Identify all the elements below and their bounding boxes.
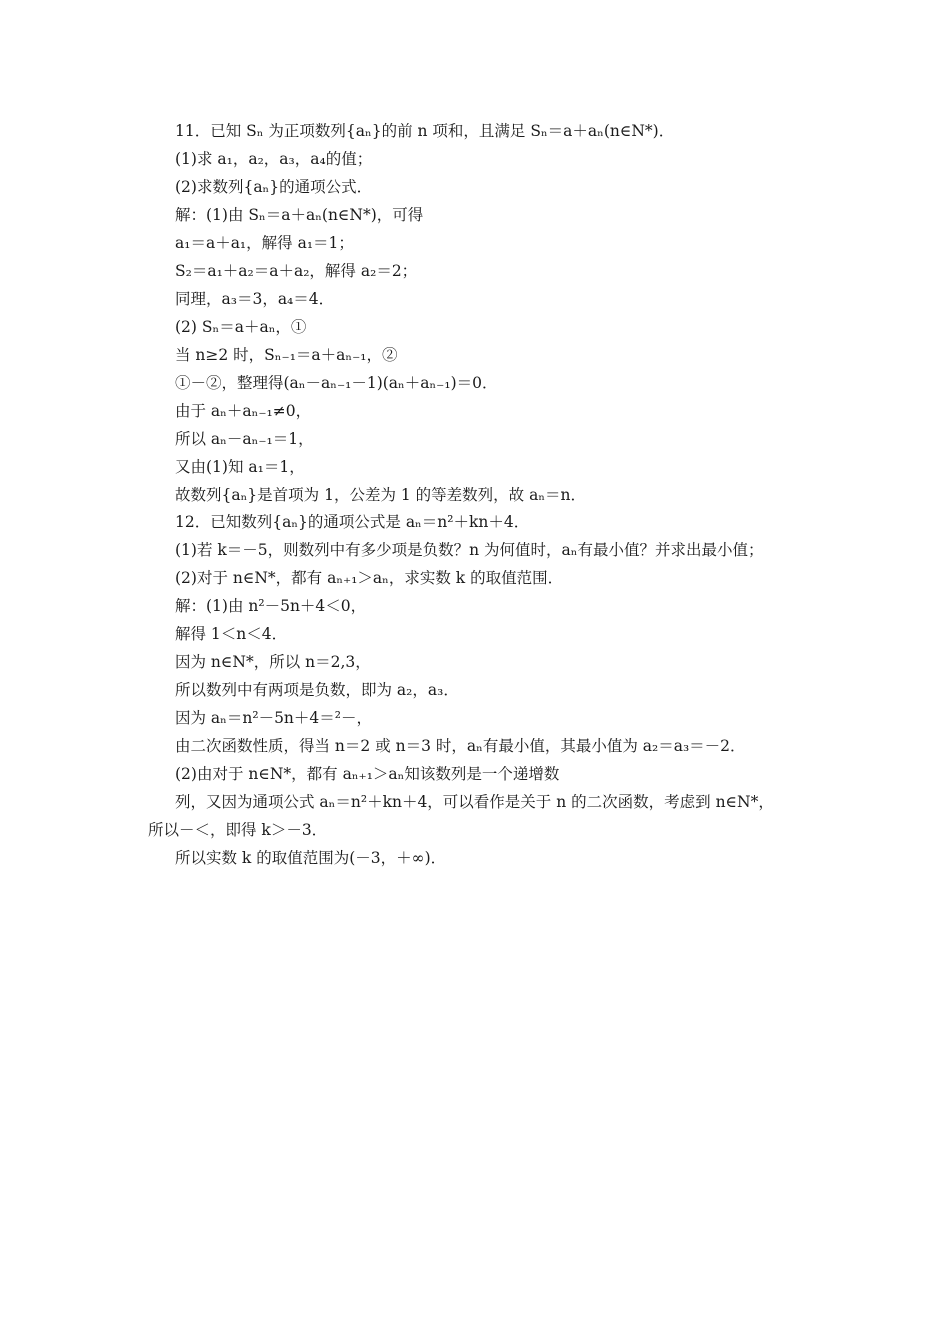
- solution-12-line: 所以数列中有两项是负数，即为 a₂，a₃．: [175, 681, 459, 699]
- solution-11-line: (2) Sₙ＝a＋aₙ，①: [175, 318, 307, 336]
- solution-11-line: 解：(1)由 Sₙ＝a＋aₙ(n∈N*)，可得: [175, 206, 424, 224]
- solution-11-line: S₂＝a₁＋a₂＝a＋a₂，解得 a₂＝2；: [175, 262, 418, 280]
- solution-12-line: 由二次函数性质，得当 n＝2 或 n＝3 时，aₙ有最小值，其最小值为 a₂＝a₃＝－2．: [175, 737, 746, 755]
- solution-11-line: 由于 aₙ＋aₙ₋₁≠0，: [175, 402, 312, 420]
- solution-12-line: 列，又因为通项公式 aₙ＝n²＋kn＋4，可以看作是关于 n 的二次函数，考虑到 n∈N*，: [175, 793, 774, 811]
- solution-12-line: 因为 aₙ＝n²－5n＋4＝²－，: [175, 709, 372, 727]
- problem-12-part-2: (2)对于 n∈N*，都有 aₙ₊₁＞aₙ，求实数 k 的取值范围．: [175, 569, 564, 587]
- solution-12-line: 所以－＜，即得 k＞－3．: [148, 821, 328, 839]
- solution-12-line: 解：(1)由 n²－5n＋4＜0，: [175, 597, 367, 615]
- solution-11-line: 同理，a₃＝3，a₄＝4．: [175, 290, 335, 308]
- solution-11-line: 所以 aₙ－aₙ₋₁＝1，: [175, 430, 314, 448]
- solution-11-line: a₁＝a＋a₁，解得 a₁＝1；: [175, 234, 354, 252]
- solution-12-line: 因为 n∈N*，所以 n＝2,3，: [175, 653, 371, 671]
- problem-11-part-1: (1)求 a₁，a₂，a₃，a₄的值；: [175, 150, 373, 168]
- solution-11-line: ①－②，整理得(aₙ－aₙ₋₁－1)(aₙ＋aₙ₋₁)＝0．: [175, 374, 498, 392]
- solution-11-line: 又由(1)知 a₁＝1，: [175, 458, 305, 476]
- solution-12-conclusion: 所以实数 k 的取值范围为(－3，＋∞)．: [175, 849, 447, 867]
- solution-11-line: 当 n≥2 时，Sₙ₋₁＝a＋aₙ₋₁，②: [175, 346, 398, 364]
- problem-12-part-1: (1)若 k＝－5，则数列中有多少项是负数？n 为何值时，aₙ有最小值？并求出最小值；: [175, 541, 764, 559]
- problem-11-part-2: (2)求数列{aₙ}的通项公式．: [175, 178, 373, 196]
- solution-11-conclusion: 故数列{aₙ}是首项为 1，公差为 1 的等差数列，故 aₙ＝n．: [175, 486, 587, 504]
- problem-11-statement: 11．已知 Sₙ 为正项数列{aₙ}的前 n 项和，且满足 Sₙ＝a＋aₙ(n∈N*)．: [175, 122, 675, 140]
- problem-12-statement: 12．已知数列{aₙ}的通项公式是 aₙ＝n²＋kn＋4．: [175, 513, 530, 531]
- solution-12-line: (2)由对于 n∈N*，都有 aₙ₊₁＞aₙ知该数列是一个递增数: [175, 765, 560, 783]
- solution-12-line: 解得 1＜n＜4．: [175, 625, 288, 643]
